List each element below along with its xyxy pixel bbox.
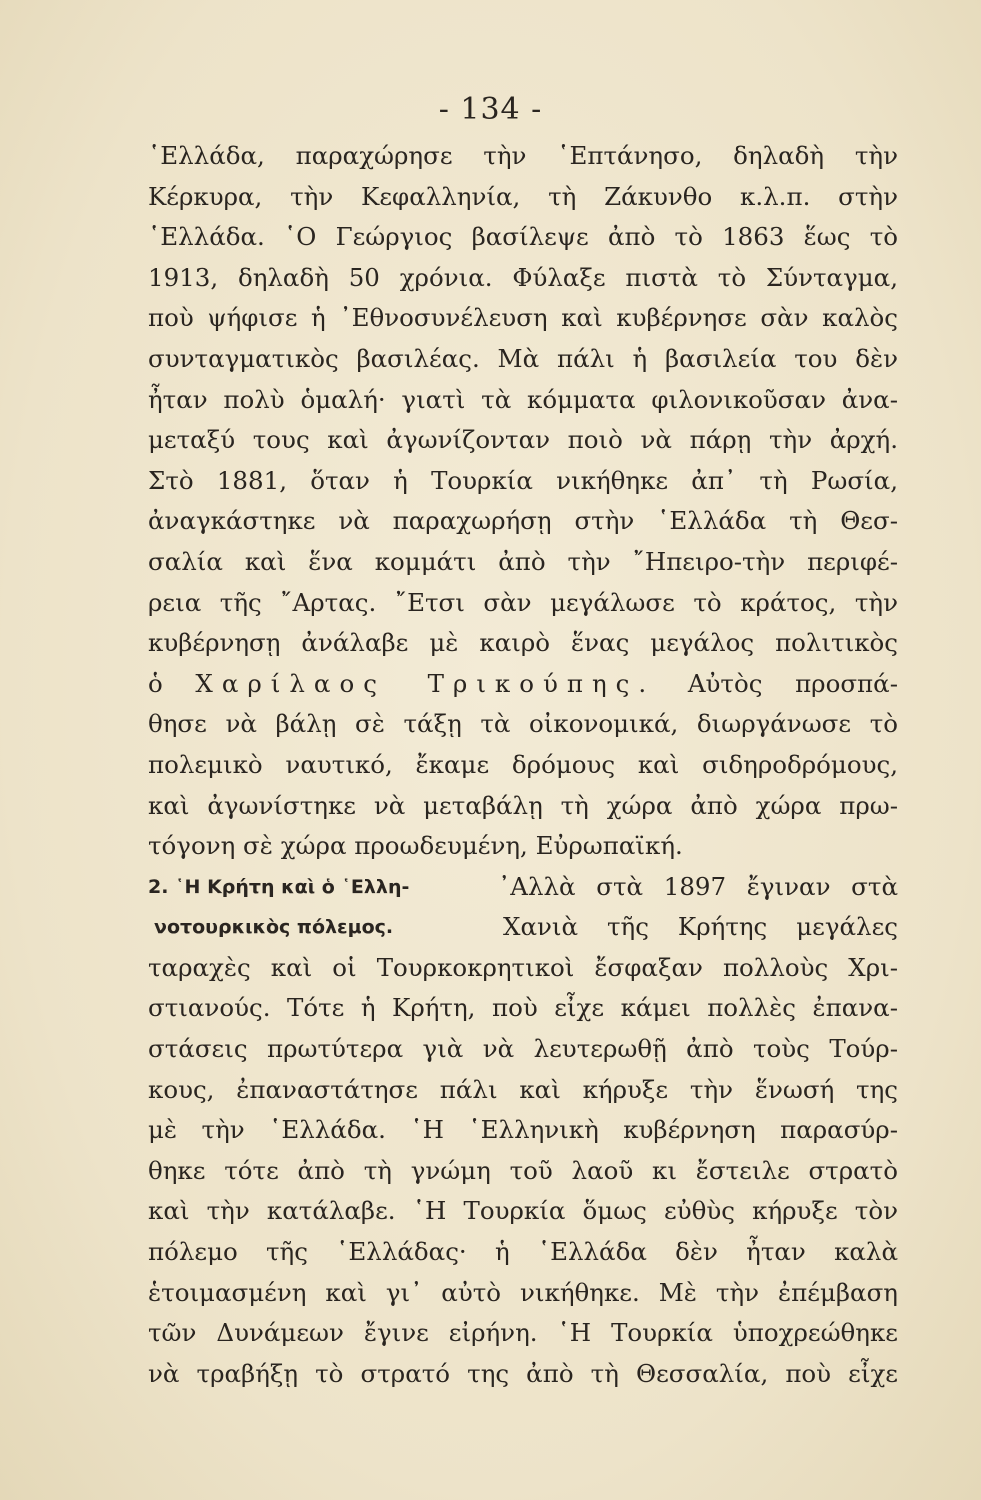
text-line: Χανιὰ τῆς Κρήτης μεγάλες — [503, 912, 898, 942]
section-2-body — [148, 948, 898, 1395]
text-line: Στὸ 1881, ὅταν ἡ Τουρκία νικήθηκε ἀπ᾿ τὴ Ρωσία, — [148, 465, 898, 495]
text-line: μεταξύ τους καὶ ἀγωνίζονταν ποιὸ νὰ πάρῃ τὴν ἀρχή. — [148, 425, 898, 455]
text-line: πολεμικὸ ναυτικό, ἔκαμε δρόμους καὶ σιδηροδρόμους, — [148, 749, 898, 779]
text-line: μὲ τὴν ῾Ελλάδα. ῾Η ῾Ελληνικὴ κυβέρνηση παρασύρ- — [148, 1115, 898, 1145]
page-number: - 134 - — [438, 92, 543, 127]
text-line: θηκε τότε ἀπὸ τὴ γνώμη τοῦ λαοῦ κι ἔστειλε στρατὸ — [148, 1155, 898, 1185]
text-line: 1913, δηλαδὴ 50 χρόνια. Φύλαξε πιστὰ τὸ Σύνταγμα, — [148, 262, 898, 292]
text-line: κυβέρνησῃ ἀνάλαβε μὲ καιρὸ ἕνας μεγάλος πολιτικὸς — [148, 628, 898, 658]
text-line: νὰ τραβήξῃ τὸ στρατό της ἀπὸ τὴ Θεσσαλία, ποὺ εἶχε — [148, 1358, 898, 1388]
text-line: ποὺ ψήφισε ἡ ᾿Εθνοσυνέλευση καὶ κυβέρνησε σὰν καλὸς — [148, 303, 898, 333]
text-line: πόλεμο τῆς ῾Ελλάδας· ἡ ῾Ελλάδα δὲν ἦταν καλὰ — [148, 1237, 898, 1267]
text-line: Κέρκυρα, τὴν Κεφαλληνία, τὴ Ζάκυνθο κ.λ.π. στὴν — [148, 181, 898, 211]
text-line: κους, ἐπαναστάτησε πάλι καὶ κήρυξε τὴν ἕνωσή της — [148, 1074, 898, 1104]
text-line: ἦταν πολὺ ὁμαλή· γιατὶ τὰ κόμματα φιλονικοῦσαν ἀνα- — [148, 384, 898, 414]
paragraph-1-end — [148, 704, 898, 866]
text-line: στιανούς. Τότε ἡ Κρήτη, ποὺ εἶχε κάμει πολλὲς ἐπανα- — [148, 993, 898, 1023]
body-text — [148, 136, 898, 1394]
text-line: ρεια τῆς ῎Αρτας. ῎Ετσι σὰν μεγάλωσε τὸ κράτος, τὴν — [148, 587, 898, 617]
section-2 — [148, 867, 898, 1395]
text-line: σαλία καὶ ἕνα κομμάτι ἀπὸ τὴν ῎Ηπειρο-τὴν περιφέ- — [148, 546, 898, 576]
text-line: καὶ ἀγωνίστηκε νὰ μεταβάλῃ τὴ χώρα ἀπὸ χώρα πρω- — [148, 790, 898, 820]
text-line: ἀναγκάστηκε νὰ παραχωρήσῃ στὴν ῾Ελλάδα τὴ Θεσ- — [148, 506, 898, 536]
text-line: ἑτοιμασμένη καὶ γι᾿ αὐτὸ νικήθηκε. Μὲ τὴν ἐπέμβαση — [148, 1277, 898, 1307]
text-line: καὶ τὴν κατάλαβε. ῾Η Τουρκία ὅμως εὐθὺς κήρυξε τὸν — [148, 1196, 898, 1226]
text-line: τῶν Δυνάμεων ἔγινε εἰρήνη. ῾Η Τουρκία ὑποχρεώθηκε — [148, 1318, 898, 1348]
text-line: ᾿Αλλὰ στὰ 1897 ἔγιναν στὰ — [498, 871, 898, 901]
text-line: θησε νὰ βάλῃ σὲ τάξῃ τὰ οἰκονομικά, διωργάνωσε τὸ — [148, 709, 898, 739]
paragraph-1 — [148, 136, 898, 664]
text-line: ῾Ελλάδα. ῾Ο Γεώργιος βασίλεψε ἀπὸ τὸ 1863 ἕως τὸ — [148, 222, 898, 252]
text-line-name: ὁ Χαρίλαος Τρικούπης. Αὐτὸς προσπά- — [148, 668, 898, 698]
person-name: Χαρίλαος Τρικούπης. — [195, 668, 656, 698]
text-line: ταραχὲς καὶ οἱ Τουρκοκρητικοὶ ἔσφαξαν πολλοὺς Χρι- — [148, 952, 898, 982]
section-heading-line-1: 2. ῾Η Κρήτη καὶ ὁ ῾Ελλη- — [148, 875, 410, 898]
section-heading-line-2: νοτουρκικὸς πόλεμος. — [154, 916, 394, 939]
text-line: τόγονη σὲ χώρα προωδευμένη, Εὐρωπαϊκή. — [148, 831, 683, 861]
text-line: στάσεις πρωτύτερα γιὰ νὰ λευτερωθῇ ἀπὸ τοὺς Τούρ- — [148, 1034, 898, 1064]
text-line: συνταγματικὸς βασιλέας. Μὰ πάλι ἡ βασιλεία του δὲν — [148, 343, 898, 373]
text-line: ῾Ελλάδα, παραχώρησε τὴν ῾Επτάνησο, δηλαδὴ τὴν — [148, 141, 898, 170]
